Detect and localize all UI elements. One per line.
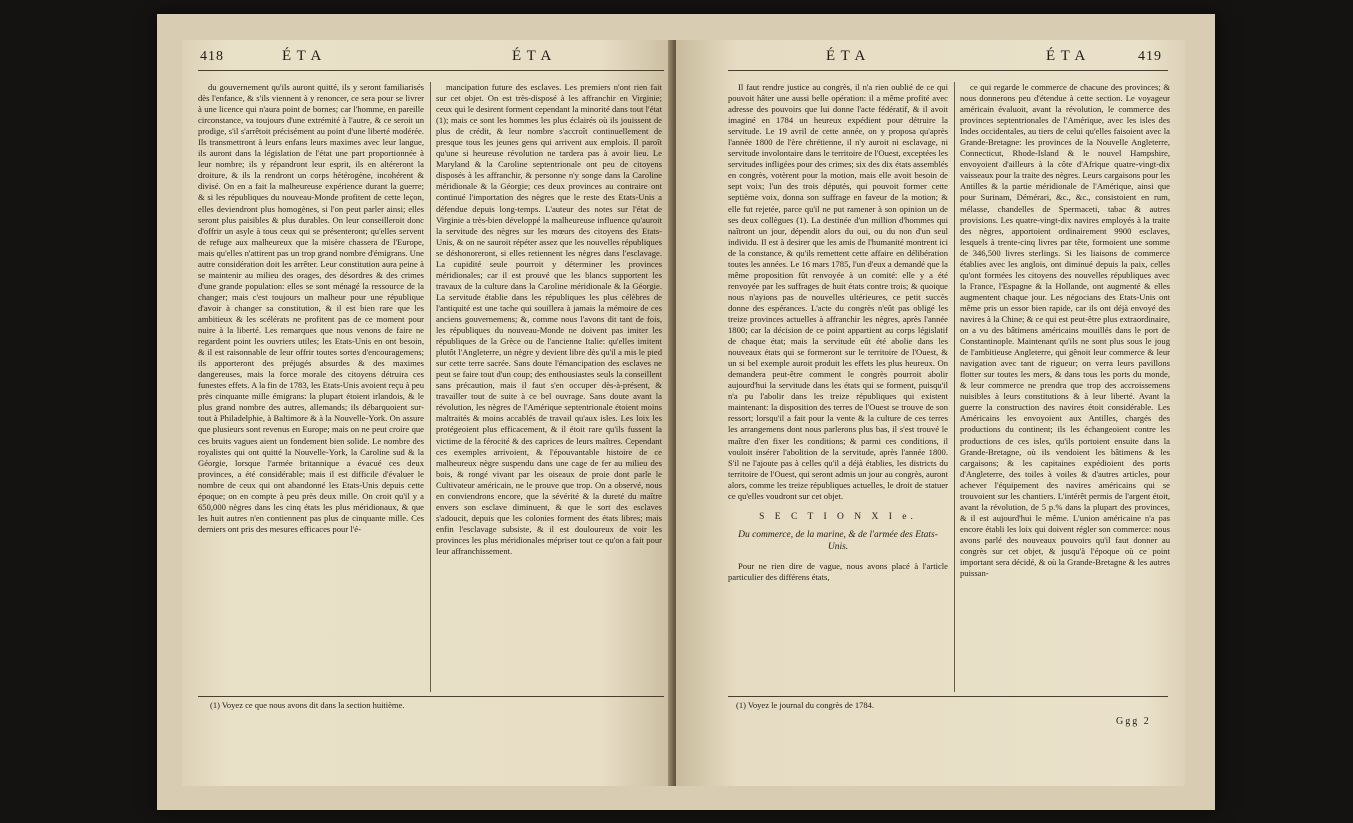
- right-column-2-text: ce qui regarde le commerce de chacune des provinces; & nous donnerons peu d'étendue à cette section. Le voyageur américain évaluoit, avant la révolution, le commerce des provinces septentrionales de l'Amérique, avec les isles des Indes occidentales, au tiers de celui qu'elles faisoient avec la Grande-Bretagne: les provinces de la Nouvelle Angleterre, Connecticut, Rhode-Island & le nouvel Hampshire, envoyoient d'ailleurs à la côte d'Afrique quatre-vingt-dix vaisseaux pour la traite des nègres. Leurs cargaisons pour les Antilles & la partie méridionale de l'Amérique, ainsi que pour Surinam, Démérari, &c., &c., consistoient en rum, mélasse, chandelles de Spermaceti, tabac & autres provisions. Les quatre-vingt-dix navires employés à la traite des nègres, apportoient ordinairement 9900 esclaves, lesquels à trente-cinq livres par tête, formoient une somme de 346,500 livres sterlings. Si les liaisons de commerce établies avec les anglois, ont diminué depuis la paix, celles qu'ont formées les citoyens des nouvelles républiques avec la France, l'Espagne & la Hollande, ont augmenté & elles augmentent chaque jour. Les négocians des Etats-Unis ont même pris un essor bien rapide, car ils ont déjà envoyé des navires à la Chine; & ce qui est peut-être plus extraordinaire, on a vu des bâtimens américains mouillés dans le port de Constantinople. Maintenant qu'ils ne sont plus sous le joug de l'ambitieuse Angleterre, qui gênoit leur commerce & leur navigation avec tant de rigueur; on verra leurs pavillons flotter sur toutes les mers, & dans tous les ports du monde, & leur commerce ne prendra que trop des accroissemens nuisibles à leurs constitutions & à leur liberté. Avant la guerre la construction des navires étoit considérable. Les Américains les envoyoient aux Antilles, chargés des productions du continent; ils les échangeoient contre les productions de ces isles, qu'ils portoient ensuite dans la Grande-Bretagne, où ils vendoient les bâtimens & les cargaisons; & les capitaines expédioient des ports d'Angleterre, des toiles à voiles & d'autres articles, pour achever l'équipement des navires américains qui se trouvoient sur les chantiers. L'intérêt permis de l'argent étoit, avant la révolution, de 5 p.% dans la plupart des provinces, & il est aujourd'hui le même. L'union américaine n'a pas encore établi les loix qui doivent régler son commerce: nous avons parlé des nouveaux pouvoirs qu'il faut donner au congrès sur cet objet, & jusqu'à l'époque où ce point important sera décidé, & où la Grande-Bretagne & les autres puissan-: [960, 82, 1170, 579]
- right-column-1-after-text: Pour ne rien dire de vague, nous avons placé à l'article particulier des différens états,: [728, 560, 948, 582]
- left-column-1-text: du gouvernement qu'ils auront quitté, ils y seront familiarisés dès l'enfance, & s'ils viennent à y renoncer, ce sera pour se livrer à une licence qui n'aura point de bornes; car l'homme, en pareille circonstance, va toujours d'une extrémité à l'autre, & ce seroit un prodige, s'il s'arrêtoit précisément au point d'une liberté modérée. Ils transmettront à leurs enfans leurs maximes avec leur langue, ils auront dans la législation de l'état une part proportionnée à leur nombre; ils y répandront leur esprit, ils en altéreront la droiture, & ils la rendront un corps hétérogène, incohérent & divisé. On en a fait la malheureuse expérience durant la guerre; & si les républiques du nouveau-Monde profitent de cette leçon, elles deviendront plus homogènes, si l'on peut parler ainsi; elles seront plus paisibles & plus durables. On leur conseilleroit donc d'offrir un asyle à tous ceux qui se présenteront; qu'elles servent de refuge aux malheureux que la misère chassera de l'Europe, mais qu'elles n'attirent pas un trop grand nombre d'émigrans. Une autre considération doit les arrêter. Leur constitution aura peine à se maintenir au milieu des orages, des désordres & des crimes d'une grande population: elles se sont ménagé la ressource de la changer; mais c'est toujours un malheur pour une république d'avoir à changer sa constitution, & il est bien rare que les ambitieux & les scélérats ne profitent pas de ce moment pour nuire à la liberté. Les remarques que nous venons de faire ne regardent point les ouvriers utiles; les Etats-Unis en ont besoin, & il est raisonnable de leur offrir toutes sortes d'encouragemens; ils apporteront des préjugés absurdes & des maximes dangereuses, mais la force morale des citoyens détruira ces funestes effets. A la fin de 1783, les Etats-Unis avoient reçu à peu près cinquante mille émigrans: la plupart étoient irlandois, & le plus grand nombre des autres, allemands; ils débarquoient sur-tout à Philadelphie, à Baltimore & à la Nouvelle-York. On assure que plusieurs sont revenus en Europe; mais on ne peut croire que ces bruits vagues aient un fondement bien solide. Le nombre des royalistes qui ont quitté la Nouvelle-York, la Caroline sud & la Géorgie, lorsque l'armée britannique a évacué ces deux provinces, a été considérable; mais il est difficile d'évaluer le nombre de ceux qui ont abandonné les Etats-Unis depuis cette époque; on en compte à peu près deux mille. On croit qu'il y a 650,000 nègres dans les cinq états les plus méridionaux, & que les huit autres n'en contiennent pas plus de cinquante mille. Ces derniers ont pris des mesures efficaces pour l'é-: [198, 82, 424, 534]
- section-title: Du commerce, de la marine, & de l'armée des Etats-Unis.: [738, 529, 938, 552]
- right-running-head-1: É T A: [826, 48, 867, 64]
- right-page: [676, 40, 1185, 786]
- right-column-2: [960, 82, 1170, 692]
- right-foot-rule: [728, 696, 1168, 697]
- right-column-1-text: Il faut rendre justice au congrès, il n'a rien oublié de ce qui pouvoit hâter une aussi belle opération: il a même profité avec adresse des pouvoirs que lui donne l'acte fédératif, & il avoit imaginé en 1784 un heureux expédient pour détruire la servitude. Le 19 avril de cette année, on y proposa qu'après l'année 1800 de l'ère chrétienne, il n'y auroit ni esclavage, ni servitude involontaire dans le territoire de l'Ouest, exceptées les servitudes infligées pour des crimes; six des dix états assemblés en congrès, votèrent pour la motion, mais elle avoit besoin de sept voix; l'un des trois députés, qui pouvoit former cette septième voix, donna son suffrage en faveur de la motion; & elle fut rejetée, parce qu'il ne put ramener à son opinion un de ses deux collègues (1). La destinée d'un million d'hommes qui naîtront un jour, dépendit alors du oui, ou du non d'un seul individu. Il est à desirer que les amis de l'humanité montrent ici de la constance, & qu'ils remettent cette affaire en délibération toutes les années. Le 16 mars 1785, l'un d'eux a demandé que la même proposition fût renvoyée à un comité: elle y a été renvoyée par les suffrages de huit états contre trois; & quoique nous n'ayions pas de nouvelles ultérieures, ce petit succès donne des espérances. L'acte du congrès n'eût pas obligé les treize provinces actuelles à affranchir les nègres, après l'année 1800; car la décision de ce point appartient au corps législatif de chaque état; mais la servitude eût été abolie dans les nouveaux états qui se formeront sur le territoire de l'Ouest, & un si bel exemple auroit produit les effets les plus heureux. On demandera peut-être comment le congrès pourroit abolir aujourd'hui la servitude dans les états qui se forment, puisqu'il n'a pu l'abolir dans les treize républiques qui existent maintenant: la disposition des terres de l'Ouest se trouve de son ressort; lorsqu'il a fait pour la vente & la culture de ces terres les arrangemens dont nous parlerons plus bas, il s'est trouvé le maître d'en fixer les conditions; & parmi ces conditions, il vouloit insérer l'abolition de la servitude, après l'année 1800. S'il ne l'ajoute pas à celles qu'il a déjà établies, les districts du territoire de l'Ouest, qui seront admis un jour au congrès, auront alors, comme les treize républiques actuelles, le droit de statuer ce qu'elles voudront sur cet objet.: [728, 82, 948, 501]
- left-running-head-1: É T A: [282, 48, 323, 64]
- section-heading: S E C T I O N X I e.: [759, 511, 917, 522]
- right-head-rule: [728, 70, 1168, 71]
- right-running-head-2: É T A: [1046, 48, 1087, 64]
- left-foot-rule: [198, 696, 664, 697]
- left-page-number: 418: [200, 49, 224, 64]
- left-column-1: [198, 82, 424, 692]
- left-head-rule: [198, 70, 664, 71]
- left-column-divider: [430, 82, 431, 692]
- left-column-2-text: mancipation future des esclaves. Les premiers n'ont rien fait sur cet objet. On est très-disposé à les affranchir en Virginie; ceux qui le desirent forment cependant la minorité dans tout l'état (1); mais ce sont les hommes les plus éclairés où ils jouissent de plus de crédit, & leur nombre s'accroît continuellement de presque tous les jeunes gens qui arrivent aux emplois. Il paroît qu'une si heureuse révolution ne tardera pas à avoir lieu. Le Maryland & la Caroline septentrionale ont peu de citoyens disposés à les affranchir, & personne n'y songe dans la Caroline méridionale & la Géorgie; ces deux provinces au contraire ont continué l'importation des nègres que le reste des Etats-Unis a défendue depuis long-temps. L'auteur des notes sur l'état de Virginie a très-bien développé la malheureuse influence qu'auroit la servitude des nègres sur les mœurs des citoyens des Etats-Unis, & on ne sauroit répéter assez que les nouvelles républiques se déshonoreront, si elles retiennent les nègres dans l'esclavage. La cupidité seule pourroit y déterminer les provinces méridionales; car il est prouvé que les blancs supportent les travaux de la culture dans la Caroline méridionale & la Géorgie. La servitude établie dans les républiques les plus célèbres de l'antiquité est une tache qui souillera à jamais la mémoire de ces anciens gouvernemens; &, comme nous l'avons dit tant de fois, les républiques du nouveau-Monde ne doivent pas imiter les républiques de la Grèce ou de l'ancienne Italie: qu'elles imitent plutôt l'Angleterre, un nègre y devient libre dès qu'il a mis le pied sur cette terre sacrée. Sans doute l'émancipation des esclaves ne peut se faire tout d'un coup; des enthousiastes seuls la conseillent sans précaution, mais il faut s'en occuper dès-à-présent, & travailler tout de suite à ce bel ouvrage. Sans doute avant la révolution, les nègres de l'Amérique septentrionale étoient moins maltraités & moins accablés de travail qu'aux isles. Les loix les protégeoient plus efficacement, & il étoit rare qu'ils fussent la victime de la férocité & des caprices de leurs maîtres. Cependant ces exemples arrivoient, & l'épouvantable histoire de ce malheureux nègre suspendu dans une cage de fer au milieu des bois, & rongé vivant par les oiseaux de proie dont parle le Cultivateur américain, ne le prouve que trop. On a observé, nous en conviendrons encore, que la sévérité & la dureté du maître envers son esclave diminuent, & que le sort des esclaves s'adoucit, depuis que les colonies forment des états libres; mais enfin l'esclavage subsiste, & il est douloureux de voir les provinces les plus méridionales mépriser tout ce qu'on a fait pour leur affranchissement.: [436, 82, 662, 556]
- signature-mark: Ggg 2: [1116, 716, 1151, 727]
- left-footnote: (1) Voyez ce que nous avons dit dans la section huitième.: [210, 700, 405, 710]
- right-page-number: 419: [1138, 49, 1162, 64]
- right-column-1: [728, 82, 948, 692]
- left-column-2: [436, 82, 662, 692]
- left-page: [182, 40, 674, 786]
- left-running-head-2: É T A: [512, 48, 553, 64]
- right-footnote: (1) Voyez le journal du congrès de 1784.: [736, 700, 875, 710]
- right-column-divider: [954, 82, 955, 692]
